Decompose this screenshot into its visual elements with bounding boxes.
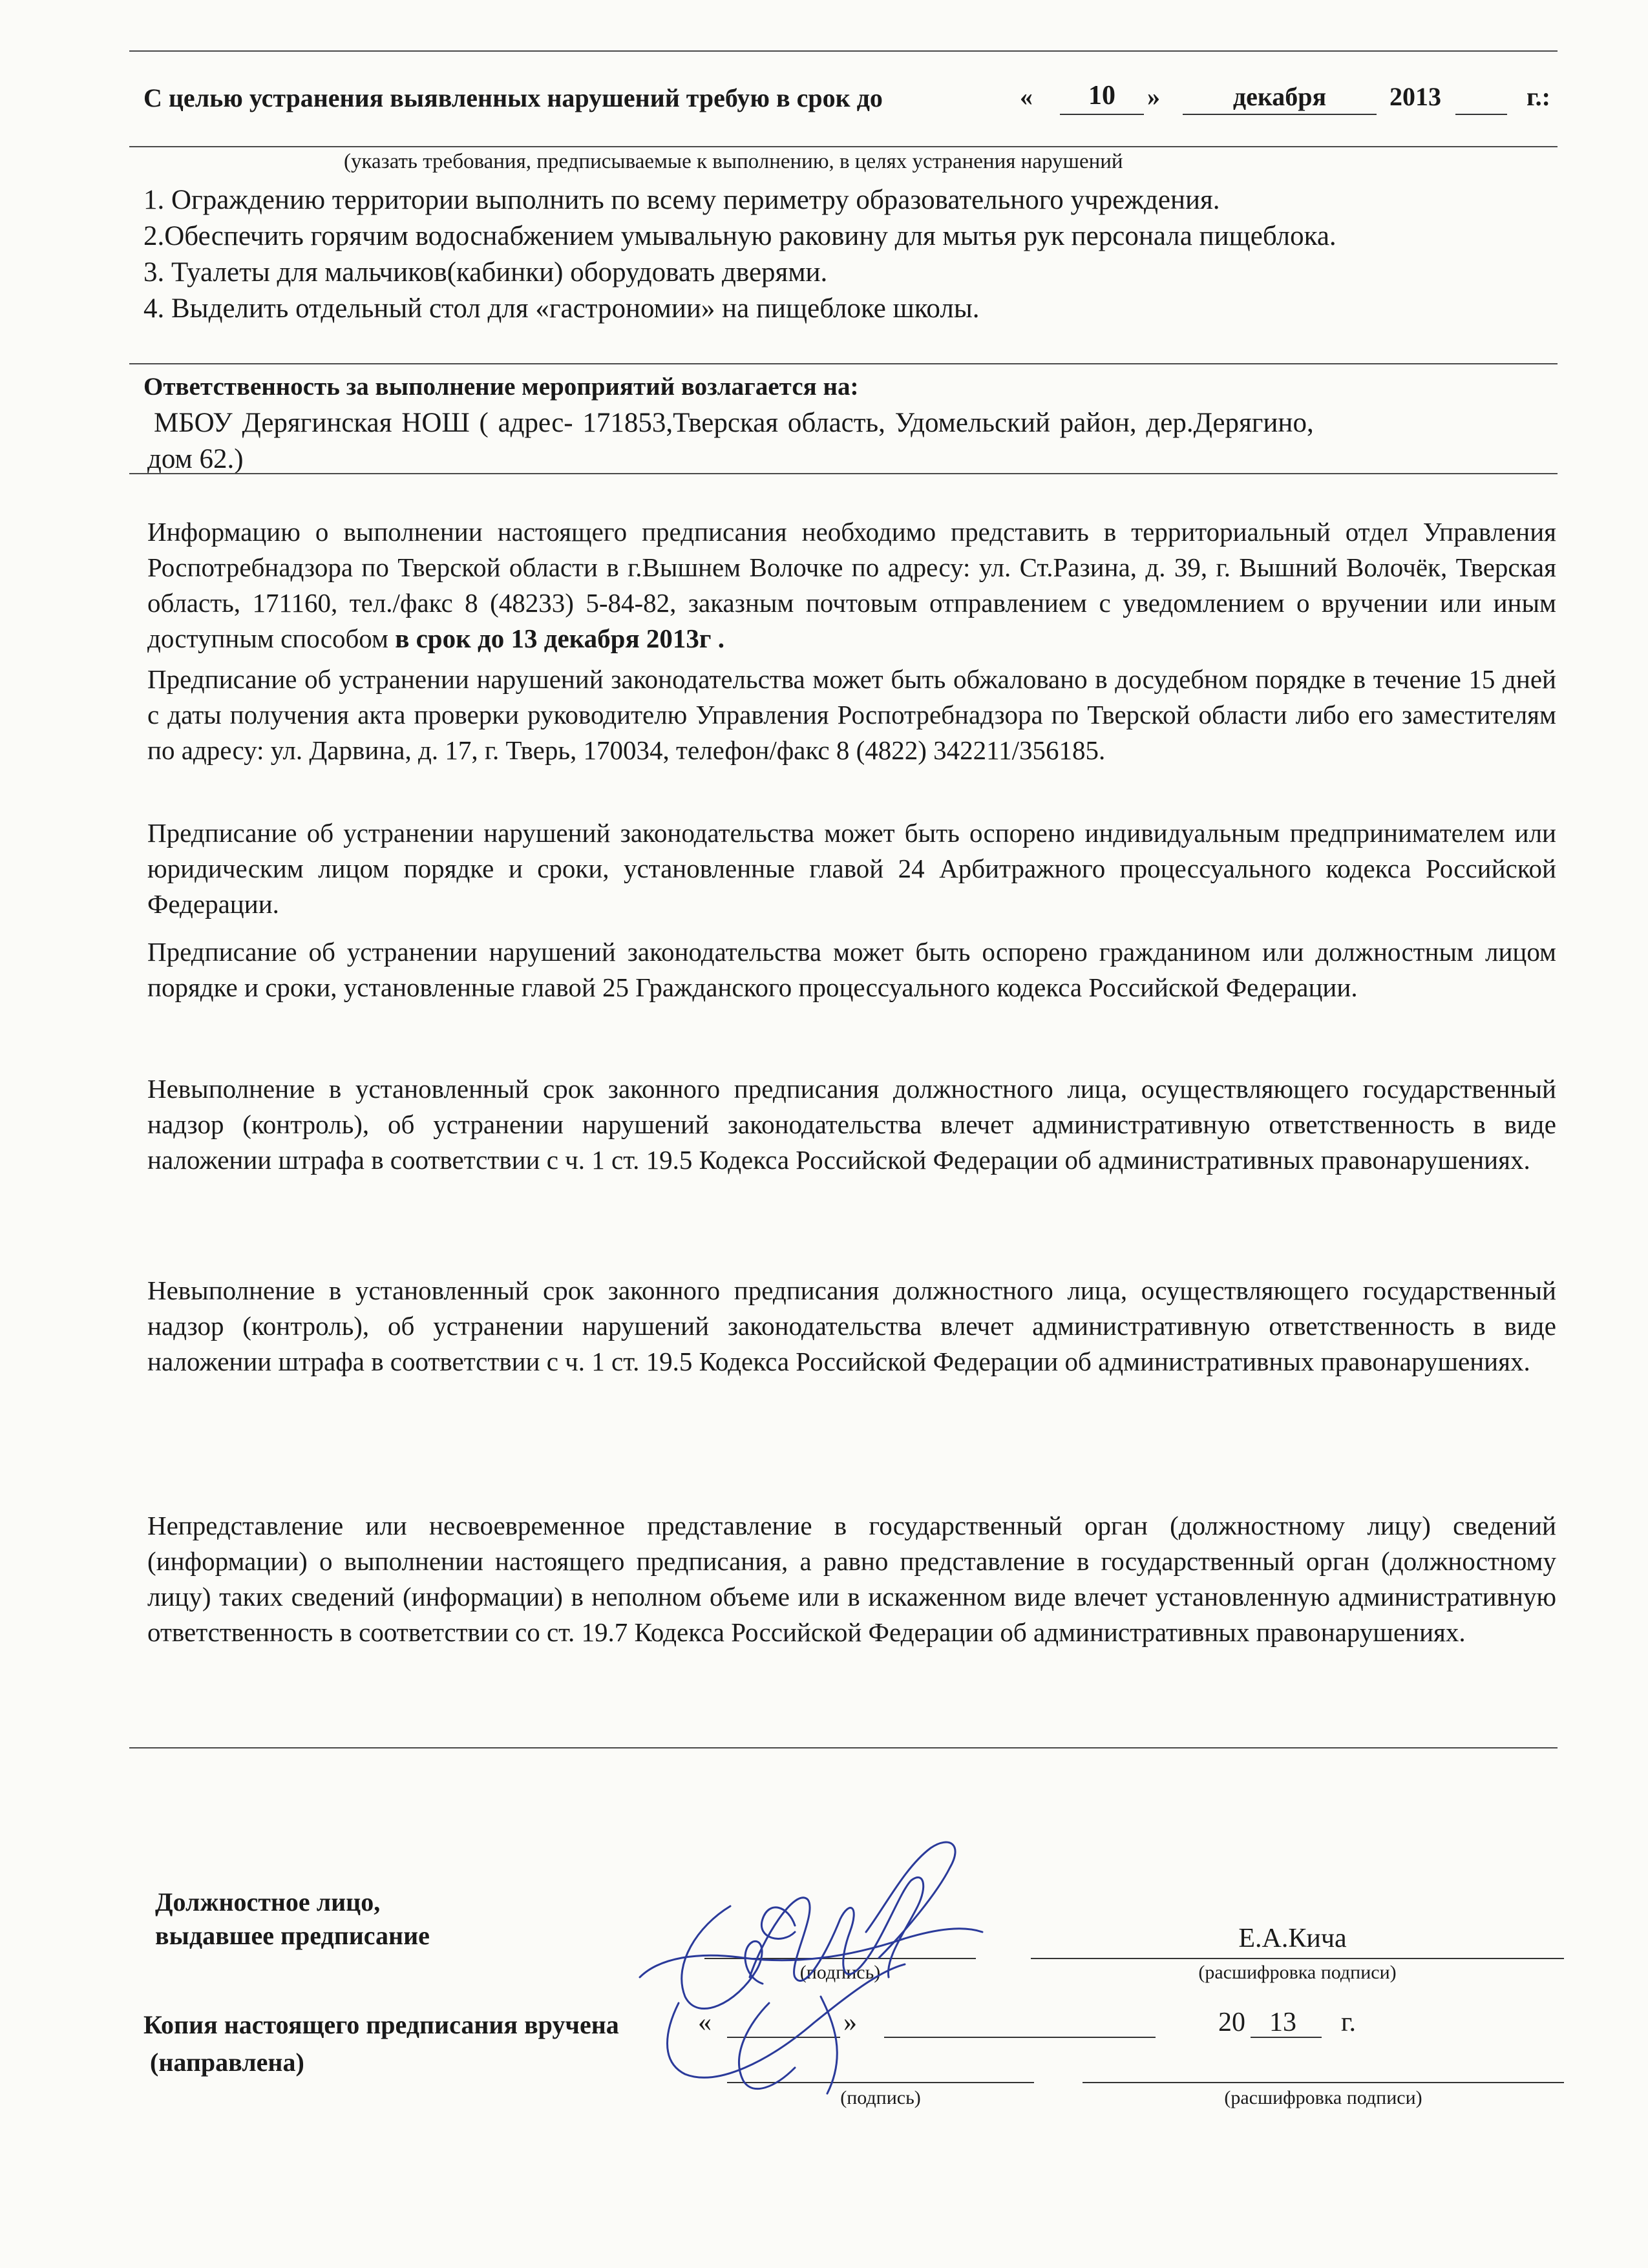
- deadline-year-suffix: г.:: [1527, 82, 1550, 111]
- copy-signature-caption: (подпись): [840, 2087, 921, 2108]
- copy-label-line-1: Копия настоящего предписания вручена: [143, 2010, 619, 2039]
- requirement-item-2: 2.Обеспечить горячим водоснабжением умывальную раковину для мытья рук персонала пищеблока.: [143, 221, 1336, 251]
- signature-section-rule: [129, 1747, 1558, 1748]
- copy-label-line-2: (направлена): [150, 2048, 304, 2077]
- copy-year-prefix: 20: [1218, 2008, 1245, 2037]
- copy-year-value: 13: [1269, 2008, 1296, 2037]
- paragraph-appeal-pretrial: Предписание об устранении нарушений законодательства может быть обжаловано в досудебном порядке в течение 15 дней с даты получения акта проверки руководителю Управления Роспотребнадзора по Тверской области либо его заместителям по адресу: ул. Дарвина, д. 17, г. Тверь, 170034, телефон/факс 8 (4822) 342211/356185.: [147, 664, 1556, 765]
- copy-year-line: [1251, 2037, 1322, 2038]
- paragraph-report-info: [147, 514, 1556, 656]
- deadline-quote-close: »: [1147, 82, 1160, 111]
- responsibility-bottom-rule: [129, 473, 1558, 474]
- copy-year-suffix: г.: [1341, 2008, 1356, 2037]
- deadline-month-underline: [1183, 114, 1377, 115]
- deadline-year: 2013: [1389, 82, 1441, 111]
- responsibility-line-1: МБОУ Дерягинская НОШ ( адрес- 171853,Тверская область, Удомельский район, дер.Дерягино,: [154, 408, 1314, 438]
- responsibility-line-2: дом 62.): [147, 444, 244, 474]
- paragraph-report-info-text: Информацию о выполнении настоящего предписания необходимо представить в территориальный отдел Управления Роспотребнадзора по Тверской области в г.Вышнем Волочке по адресу: ул. Ст.Разина, д. 39, г. Вышний Волочёк, Тверская область, 171160, тел./факс 8 (48233) 5-84-82, заказным почтовым отправлением с уведомлением о вручении или иным доступным способом: [147, 517, 1556, 653]
- copy-decoding-caption: (расшифровка подписи): [1224, 2087, 1422, 2108]
- deadline-day: 10: [1088, 81, 1115, 110]
- deadline-year-underline: [1455, 114, 1507, 115]
- copy-decoding-line: [1083, 2082, 1564, 2083]
- official-label-line-1: Должностное лицо,: [155, 1887, 381, 1916]
- deadline-month: декабря: [1232, 82, 1327, 111]
- copy-quote-open: «: [698, 2008, 712, 2037]
- responsibility-top-rule: [129, 363, 1558, 364]
- official-signature-caption: (подпись): [799, 1962, 881, 1983]
- paragraph-liability-19-5-b: Невыполнение в установленный срок законного предписания должностного лица, осуществляющего государственный надзор (контроль), об устранении нарушений законодательства влечет административную ответственность в виде наложении штрафа в соответствии с ч. 1 ст. 19.5 Кодекса Российской Федерации об административных правонарушениях.: [147, 1276, 1556, 1376]
- requirement-item-1: 1. Ограждению территории выполнить по всему периметру образовательного учреждения.: [143, 185, 1220, 215]
- responsibility-heading: Ответственность за выполнение мероприятий возлагается на:: [143, 373, 859, 401]
- requirement-item-3: 3. Туалеты для мальчиков(кабинки) оборудовать дверями.: [143, 257, 828, 288]
- deadline-lead: С целью устранения выявленных нарушений требую в срок до: [143, 83, 883, 112]
- copy-quote-close: »: [843, 2008, 857, 2037]
- paragraph-appeal-civil: Предписание об устранении нарушений законодательства может быть оспорено гражданином или должностным лицом порядке и сроки, установленные главой 25 Гражданского процессуального кодекса Российской Федерации.: [147, 937, 1556, 1002]
- paragraph-report-info-deadline: в срок до 13 декабря 2013г .: [395, 624, 725, 653]
- official-decoding-caption: (расшифровка подписи): [1198, 1962, 1397, 1983]
- requirement-item-4: 4. Выделить отдельный стол для «гастрономии» на пищеблоке школы.: [143, 293, 980, 324]
- paragraph-appeal-arbitration: Предписание об устранении нарушений законодательства может быть оспорено индивидуальным предпринимателем или юридическим лицом порядке и сроки, установленные главой 24 Арбитражного процессуального кодекса Российской Федерации.: [147, 818, 1556, 919]
- paragraph-liability-19-7: Непредставление или несвоевременное представление в государственный орган (должностному лицу) сведений (информации) о выполнении настоящего предписания, а равно представление в государственный орган (должностному лицу) таких сведений (информации) в неполном объеме или в искаженном виде влечет установленную административную ответственность в соответствии со ст. 19.7 Кодекса Российской Федерации об административных правонарушениях.: [147, 1511, 1556, 1647]
- top-rule: [129, 50, 1558, 52]
- requirements-caption: (указать требования, предписываемые к выполнению, в целях устранения нарушений: [344, 150, 1123, 173]
- official-label-line-2: выдавшее предписание: [155, 1921, 430, 1950]
- official-decoding-line: [1031, 1958, 1564, 1959]
- requirements-rule: [129, 146, 1558, 147]
- official-name: Е.А.Кича: [1238, 1924, 1347, 1953]
- deadline-day-underline: [1060, 114, 1144, 115]
- paragraph-liability-19-5-a: Невыполнение в установленный срок законного предписания должностного лица, осуществляющего государственный надзор (контроль), об устранении нарушений законодательства влечет административную ответственность в виде наложении штрафа в соответствии с ч. 1 ст. 19.5 Кодекса Российской Федерации об административных правонарушениях.: [147, 1074, 1556, 1175]
- deadline-quote-open: «: [1020, 82, 1033, 111]
- handwritten-signature: [601, 1809, 1002, 2106]
